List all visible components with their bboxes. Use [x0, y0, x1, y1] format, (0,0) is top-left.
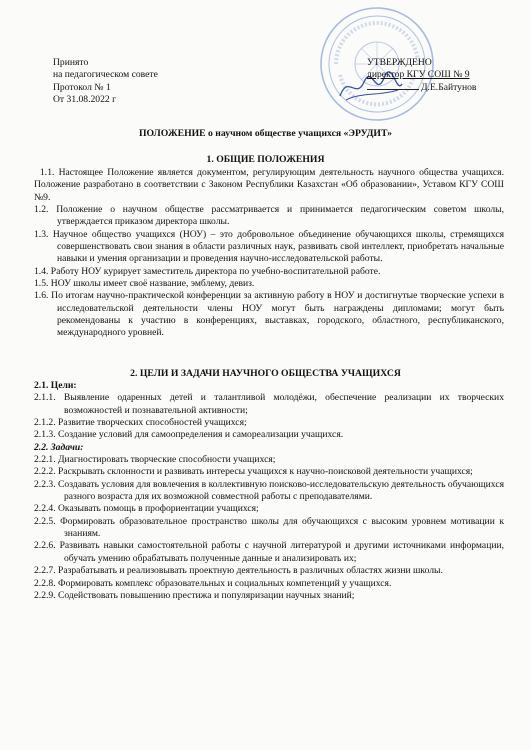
task-item-6: 2.2.6. Развивать навыки самостоятельной работы с научной литературой и другими источниками информации, обучать умению обрабатывать полученные данные и анализировать их;: [34, 540, 504, 564]
task-item-5: 2.2.5. Формировать образовательное пространство школы для обучающихся с высоким уровнем мотивации к знаниям.: [34, 515, 504, 540]
goal-item-1: 2.1.1. Выявление одаренных детей и талантливой молодёжи, обеспечение реализации их творческих возможностей и познавательной активности;: [34, 392, 504, 416]
section1-item-4: 1.4. Работу НОУ курирует заместитель директора по учебно-воспитательной работе.: [34, 265, 381, 277]
section1-item-5: 1.5. НОУ школы имеет своё название, эмблему, девиз.: [34, 278, 255, 290]
section1-item-3: 1.3. Научное общество учащихся (НОУ) – это добровольное объединение обучающихся школы, стремящихся совершенствовать свои знания в области различных наук, развивать свой интеллект, приобретать начальные навыки и умения организации и проведения научно-исследовательской работы.: [34, 228, 505, 265]
approval-block: [367, 57, 476, 94]
task-item-1: 2.2.1. Диагностировать творческие способности учащихся;: [34, 454, 276, 466]
director-title: директор КГУ СОШ № 9: [367, 69, 470, 81]
task-item-4: 2.2.4. Оказывать помощь в профориентации учащихся;: [34, 503, 259, 515]
director-name: Д.Е.Байтунов: [421, 81, 477, 93]
goals-heading: 2.1. Цели:: [34, 380, 77, 391]
signature-line: [367, 89, 419, 90]
task-item-9: 2.2.9. Содействовать повышению престижа и популяризации научных знаний;: [34, 589, 355, 601]
protocol-date: От 31.08.2022 г: [53, 94, 117, 106]
section1-item-1: 1.1. Настоящее Положение является документом, регулирующим деятельность научного общества учащихся. Положение разработано в соответствии с Законом Республики Казахстан «Об образовании», Уставом КГУ СОШ №9.: [34, 167, 504, 203]
section1-item-6: 1.6. По итогам научно-практической конференции за активную работу в НОУ и достигнутые творческие успехи в исследовательской деятельности члены НОУ могут быть награждены дипломами; могут быть рекомендованы к участию в конференциях, выставках, городского, областного, республиканского, международного уровней.: [34, 290, 504, 339]
task-item-8: 2.2.8. Формировать комплекс образовательных и социальных компетенций у учащихся.: [34, 577, 392, 589]
tasks-heading: 2.2. Задачи:: [34, 441, 84, 453]
acceptance-block: [53, 57, 158, 107]
section1-body: [34, 167, 504, 340]
section2-body: [34, 380, 504, 602]
section2-title: 2. ЦЕЛИ И ЗАДАЧИ НАУЧНОГО ОБЩЕСТВА УЧАЩИХСЯ: [130, 368, 401, 379]
goal-item-3: 2.1.3. Создание условий для самоопределения и самореализации учащихся.: [34, 429, 344, 441]
task-item-3: 2.2.3. Создавать условия для вовлечения в коллективную поисково-исследовательскую деятельность обучающихся разного возраста для их возможной совместной работы с преподавателями.: [34, 478, 504, 503]
section1-title: 1. ОБЩИЕ ПОЛОЖЕНИЯ: [206, 154, 325, 165]
document-title: ПОЛОЖЕНИЕ о научном обществе учащихся «ЭРУДИТ»: [138, 128, 393, 139]
section1-item-2: 1.2. Положение о научном обществе рассматривается и принимается педагогическим советом школы, утверждается приказом директора школы.: [34, 204, 504, 228]
accepted-label: Принято: [53, 57, 89, 68]
task-item-2: 2.2.2. Раскрывать склонности и развивать интересы учащихся к научно-поисковой деятельности учащихся;: [34, 466, 473, 478]
task-item-7: 2.2.7. Разрабатывать и реализовывать проектную деятельность в различных областях жизни школы.: [34, 565, 443, 577]
approved-label: УТВЕРЖДЕНО: [367, 57, 432, 68]
goal-item-2: 2.1.2. Развитие творческих способностей учащихся;: [34, 417, 247, 429]
protocol-number: Протокол № 1: [53, 81, 111, 93]
council-label: на педагогическом совете: [53, 69, 158, 81]
